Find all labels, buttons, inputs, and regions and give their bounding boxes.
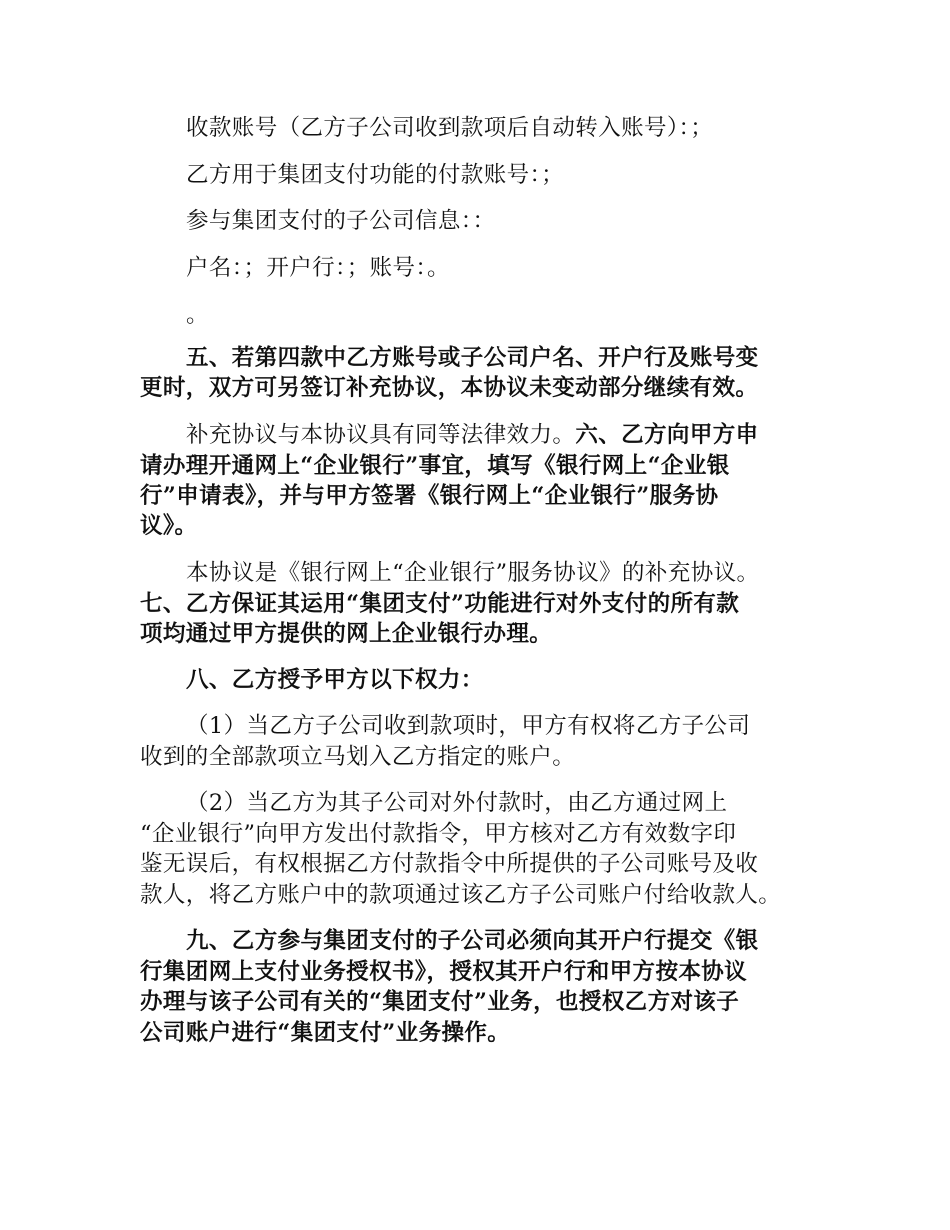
clause-6-line-4: 议》。 <box>140 513 198 539</box>
clause-8-item-2-line-3: 鉴无误后，有权根据乙方付款指令中所提供的子公司账号及收 <box>140 851 759 877</box>
clause-6-line-3: 行”申请表》，并与甲方签署《银行网上“企业银行”服务协 <box>140 483 719 509</box>
clause-8-item-2-line-4: 款人，将乙方账户中的款项通过该乙方子公司账户付给收款人。 <box>140 882 782 908</box>
clause-8-heading: 八、乙方授予甲方以下权力： <box>186 667 484 693</box>
receiving-account-line: 收款账号（乙方子公司收到款项后自动转入账号）：； <box>186 115 714 141</box>
clause-9-line-1: 九、乙方参与集团支付的子公司必须向其开户行提交《银 <box>186 928 759 954</box>
clause-9-line-4: 公司账户进行“集团支付”业务操作。 <box>140 1020 511 1046</box>
clause-5-line-1: 五、若第四款中乙方账号或子公司户名、开户行及账号变 <box>186 345 759 371</box>
account-name-line: 户名：；开户行：；账号：。 <box>186 255 450 281</box>
clause-8-item-1-line-1: （1）当乙方子公司收到款项时，甲方有权将乙方子公司 <box>186 713 751 739</box>
clause-5-line-2: 更时，双方可另签订补充协议，本协议未变动部分继续有效。 <box>140 375 759 401</box>
subsidiary-info-line: 参与集团支付的子公司信息：： <box>186 208 496 234</box>
clause-6-line-2: 请办理开通网上“企业银行”事宜，填写《银行网上“企业银 <box>140 453 730 479</box>
clause-7-line-2: 项均通过甲方提供的网上企业银行办理。 <box>140 621 553 647</box>
supplement-validity-text: 补充协议与本协议具有同等法律效力。 <box>186 422 576 448</box>
clause-9-line-3: 办理与该子公司有关的“集团支付”业务，也授权乙方对该子 <box>140 989 740 1015</box>
clause-8-item-1-line-2: 收到的全部款项立马划入乙方指定的账户。 <box>140 744 576 770</box>
clause-9-line-2: 行集团网上支付业务授权书》，授权其开户行和甲方按本协议 <box>140 959 748 985</box>
clause-8-item-2-line-1: （2）当乙方为其子公司对外付款时，由乙方通过网上 <box>186 790 728 816</box>
clause-8-item-2-line-2: “企业银行”向甲方发出付款指令，甲方核对乙方有效数字印 <box>140 821 737 847</box>
clause-7-line-1: 七、乙方保证其运用“集团支付”功能进行对外支付的所有款 <box>140 591 740 617</box>
clause-6-line-1 <box>186 420 759 450</box>
empty-period-line: 。 <box>186 302 209 328</box>
clause-6-heading-text: 六、乙方向甲方申 <box>575 422 759 448</box>
supplement-statement-line: 本协议是《银行网上“企业银行”服务协议》的补充协议。 <box>186 560 760 586</box>
payment-account-line: 乙方用于集团支付功能的付款账号：； <box>186 162 565 188</box>
